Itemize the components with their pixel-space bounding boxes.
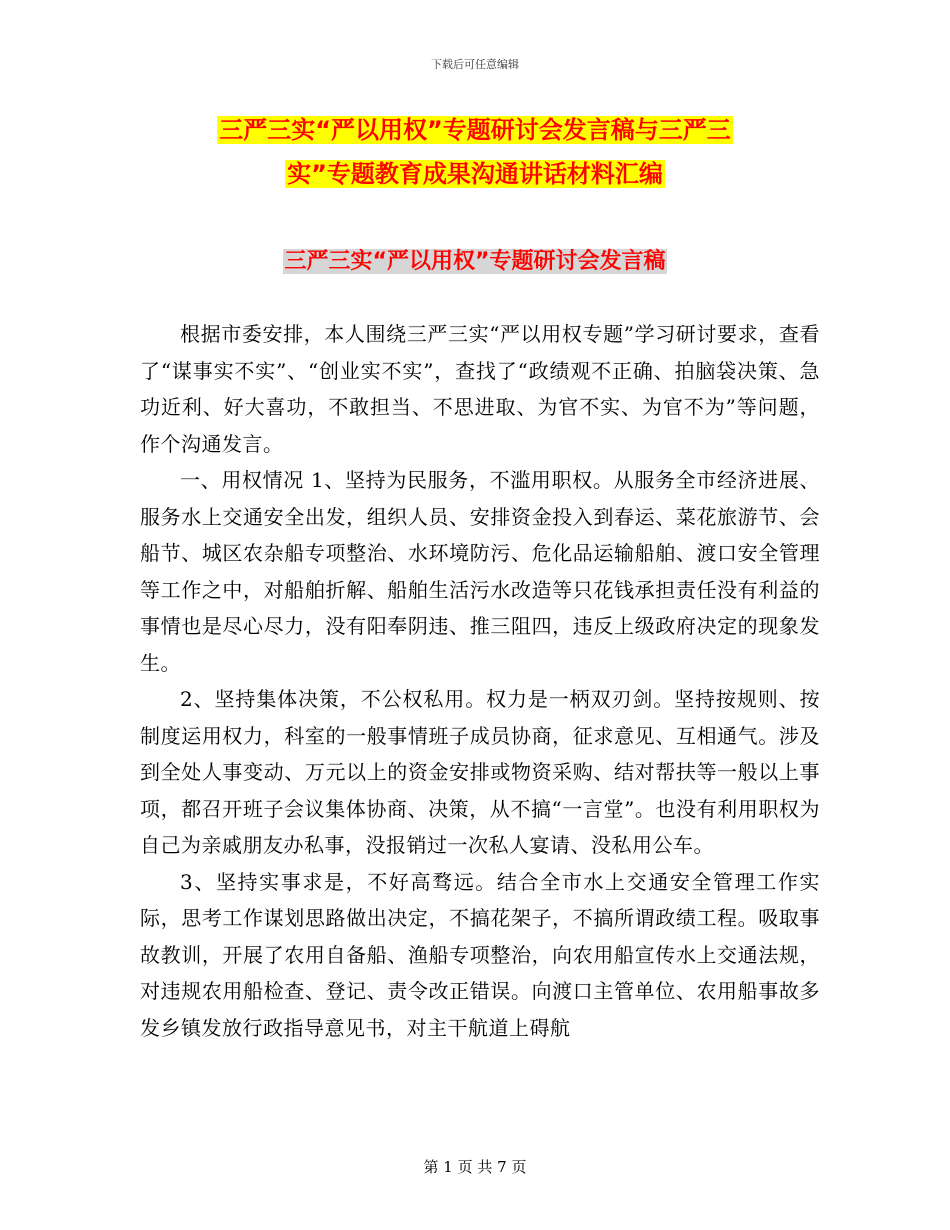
page-number-footer: 第 1 页 共 7 页 <box>423 1158 527 1176</box>
document-body <box>140 316 820 1046</box>
title-line-1-text: 三严三实“严以用权”专题研讨会发言稿与三严三 <box>219 116 731 144</box>
page-header: 下载后可任意编辑 <box>431 58 519 71</box>
title-line-2-text: 实”专题教育成果沟通讲话材料汇编 <box>287 160 663 188</box>
section-subtitle <box>0 246 950 278</box>
document-title-line-2 <box>0 157 950 191</box>
paragraph: 一、用权情况 1、坚持为民服务，不滥用职权。从服务全市经济进展、服务水上交通安全出发，组织人员、安排资金投入到春运、菜花旅游节、会船节、城区农杂船专项整治、水环境防污、危化品运输船舶、渡口安全管理等工作之中，对船舶折解、船舶生活污水改造等只花钱承担责任没有利益的事情也是尽心尽力，没有阳奉阴违、推三阻四，违反上级政府决定的现象发生。 <box>140 468 820 675</box>
paragraph: 3、坚持实事求是，不好高骛远。结合全市水上交通安全管理工作实际，思考工作谋划思路做出决定，不搞花架子，不搞所谓政绩工程。吸取事故教训，开展了农用自备船、渔船专项整治，向农用船宣传水上交通法规，对违规农用船检查、登记、责令改正错误。向渡口主管单位、农用船事故多发乡镇发放行政指导意见书，对主干航道上碍航 <box>140 869 820 1040</box>
subtitle-text: 三严三实“严以用权”专题研讨会发言稿 <box>284 249 666 274</box>
paragraph: 根据市委安排，本人围绕三严三实“严以用权专题”学习研讨要求，查看了“谋事实不实”、“创业实不实”，查找了“政绩观不正确、拍脑袋决策、急功近利、好大喜功，不敢担当、不思进取、为官不实、为官不为”等问题，作个沟通发言。 <box>140 322 820 456</box>
paragraph: 2、坚持集体决策，不公权私用。权力是一柄双刃剑。坚持按规则、按制度运用权力，科室的一般事情班子成员协商，征求意见、互相通气。涉及到全处人事变动、万元以上的资金安排或物资采购、结对帮扶等一般以上事项，都召开班子会议集体协商、决策，从不搞“一言堂”。也没有利用职权为自己为亲戚朋友办私事，没报销过一次私人宴请、没私用公车。 <box>140 687 820 857</box>
document-title-line-1 <box>0 113 950 147</box>
